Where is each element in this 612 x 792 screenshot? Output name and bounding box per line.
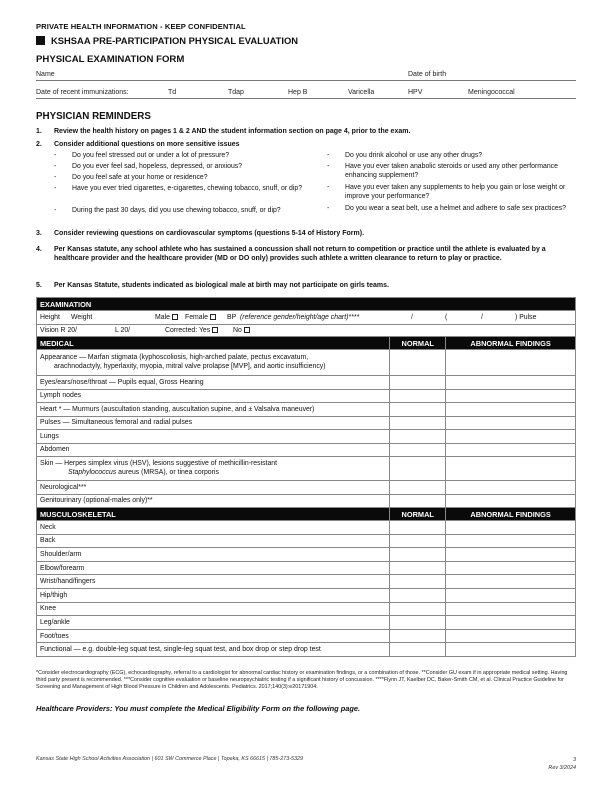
reminder-1 xyxy=(36,127,576,137)
exam-item-abdomen: Abdomen xyxy=(37,443,390,457)
table-row[interactable] xyxy=(37,350,576,376)
normal-cell[interactable] xyxy=(390,561,446,575)
vision-cell[interactable] xyxy=(37,325,576,337)
page-title: PHYSICAL EXAMINATION FORM xyxy=(36,54,185,65)
reminders-title: PHYSICIAN REMINDERS xyxy=(36,111,151,122)
page-number: 3 xyxy=(573,757,576,763)
normal-cell[interactable] xyxy=(390,534,446,548)
abnormal-cell[interactable] xyxy=(446,548,576,562)
td-label: Td xyxy=(168,89,177,96)
msk-item: Foot/toes xyxy=(37,629,390,643)
dob-label: Date of birth xyxy=(408,71,447,78)
reminder-text: Per Kansas statute, any school athlete who has sustained a concussion shall not return to competition or practice until the athlete is evaluated by a healthcare provider and the healthcare provider (MD or DO only) provides such athlete a written clearance to return to play or practice. xyxy=(54,246,546,262)
exam-item-heart: Heart * — Murmurs (auscultation standing, auscultation supine, and ± Valsalva maneuver) xyxy=(37,403,390,417)
abnormal-cell[interactable] xyxy=(446,521,576,535)
normal-cell[interactable] xyxy=(390,521,446,535)
paren-open: ( xyxy=(445,314,448,321)
abnormal-cell[interactable] xyxy=(446,575,576,589)
abnormal-cell[interactable] xyxy=(446,389,576,403)
normal-cell[interactable] xyxy=(390,643,446,657)
abnormal-cell[interactable] xyxy=(446,561,576,575)
exam-item-lymph: Lymph nodes xyxy=(37,389,390,403)
abnormal-cell[interactable] xyxy=(446,416,576,430)
table-row[interactable] xyxy=(37,629,576,643)
abnormal-cell[interactable] xyxy=(446,443,576,457)
msk-item: Leg/ankle xyxy=(37,616,390,630)
normal-cell[interactable] xyxy=(390,602,446,616)
exam-item-skin: Skin — Herpes simplex virus (HSV), lesions suggestive of methicillin-resistant Staphylococcus aureus (MRSA), or tinea corporis xyxy=(37,457,390,481)
abnormal-header: ABNORMAL FINDINGS xyxy=(446,508,576,521)
msk-item: Hip/thigh xyxy=(37,588,390,602)
male-checkbox[interactable] xyxy=(172,314,178,320)
pulse-label: ) Pulse xyxy=(515,314,537,321)
normal-cell[interactable] xyxy=(390,616,446,630)
immunizations-label: Date of recent immunizations: xyxy=(36,89,129,96)
abnormal-header: ABNORMAL FINDINGS xyxy=(446,337,576,350)
reminder-text: Review the health history on pages 1 & 2 AND the student information section on page 4, prior to the exam. xyxy=(54,128,411,135)
reminder-text: Consider additional questions on more sensitive issues xyxy=(54,141,240,148)
vision-right-label: Vision R 20/ xyxy=(40,327,78,334)
normal-cell[interactable] xyxy=(390,457,446,481)
normal-cell[interactable] xyxy=(390,416,446,430)
table-row[interactable] xyxy=(37,643,576,657)
exam-item-pulses: Pulses — Simultaneous femoral and radial pulses xyxy=(37,416,390,430)
reminder-number: 2. xyxy=(36,141,42,148)
female-checkbox[interactable] xyxy=(210,314,216,320)
providers-note: Healthcare Providers: You must complete the Medical Eligibility Form on the following page. xyxy=(36,704,361,713)
table-row[interactable] xyxy=(37,561,576,575)
medical-title: MEDICAL xyxy=(37,337,390,350)
examination-table xyxy=(36,297,576,657)
exam-item-genito: Genitourinary (optional-males only)** xyxy=(37,494,390,508)
reminder-number: 5. xyxy=(36,282,42,289)
abnormal-cell[interactable] xyxy=(446,430,576,444)
exam-item-appearance: Appearance — Marfan stigmata (kyphoscoliosis, high-arched palate, pectus excavatum, arachnodactyly, hyperlaxity, myopia, mitral valve prolapse [MVP], and aortic insufficiency) xyxy=(37,350,390,376)
bp-label: BP xyxy=(227,314,237,321)
table-row[interactable] xyxy=(37,376,576,390)
meningococcal-label: Meningococcal xyxy=(468,89,515,96)
table-row[interactable] xyxy=(37,588,576,602)
reminder-2 xyxy=(36,140,576,150)
table-row[interactable] xyxy=(37,430,576,444)
abnormal-cell[interactable] xyxy=(446,494,576,508)
bp-slash-2: / xyxy=(481,314,483,321)
abnormal-cell[interactable] xyxy=(446,534,576,548)
table-row[interactable] xyxy=(37,403,576,417)
footer-address: Kansas State High School Activities Association | 601 SW Commerce Place | Topeka, KS 66615 | 785-273-5329 xyxy=(36,756,303,762)
msk-header xyxy=(37,508,576,521)
normal-cell[interactable] xyxy=(390,389,446,403)
abnormal-cell[interactable] xyxy=(446,602,576,616)
abnormal-cell[interactable] xyxy=(446,376,576,390)
normal-cell[interactable] xyxy=(390,443,446,457)
tdap-label: Tdap xyxy=(228,89,244,96)
reminder-number: 3. xyxy=(36,230,42,237)
table-row[interactable] xyxy=(37,602,576,616)
vision-row[interactable] xyxy=(37,325,576,337)
male-option[interactable]: Male xyxy=(155,314,178,321)
exam-item-eyes: Eyes/ears/nose/throat — Pupils equal, Gross Hearing xyxy=(37,376,390,390)
abnormal-cell[interactable] xyxy=(446,481,576,495)
female-option[interactable]: Female xyxy=(185,314,216,321)
footnote: *Consider electrocardiography (ECG), echocardiography, referral to a cardiologist for abnormal cardiac history or examination findings, or a combination of those. **Consider GU exam if in appropriate medical setting. Having third party present is recommended. ***Consider cognitive evaluation or baseline neuropsychiatric testing if a significant history of concussion. ****Flynn JT, Kaelber DC, Baker-Smith CM, et al. Clinical Practice Guideline for Screening and Management of High Blood Pressure in Children and Adolescents. Pediatrics. 2017;140(3):e20171904. xyxy=(36,670,568,690)
corrected-yes-checkbox[interactable] xyxy=(212,327,218,333)
normal-cell[interactable] xyxy=(390,430,446,444)
form-title-text: KSHSAA PRE-PARTICIPATION PHYSICAL EVALUATION xyxy=(51,35,299,46)
table-row[interactable] xyxy=(37,457,576,481)
medical-header xyxy=(37,337,576,350)
table-row[interactable] xyxy=(37,616,576,630)
table-row[interactable] xyxy=(37,389,576,403)
corrected-yes-option[interactable]: Corrected: Yes xyxy=(165,327,218,334)
reminder-text: Per Kansas Statute, students indicated as biological male at birth may not participate on girls teams. xyxy=(54,282,389,289)
msk-item: Elbow/forearm xyxy=(37,561,390,575)
table-row[interactable] xyxy=(37,416,576,430)
msk-item-functional: Functional — e.g. double-leg squat test, single-leg squat test, and box drop or step drop test xyxy=(37,643,390,657)
revision: Rev 3/2024 xyxy=(548,765,576,771)
reminder-text: Consider reviewing questions on cardiovascular symptoms (questions 5-14 of History Form). xyxy=(54,230,365,237)
reminder-number: 4. xyxy=(36,246,42,253)
exam-item-lungs: Lungs xyxy=(37,430,390,444)
msk-item: Knee xyxy=(37,602,390,616)
reminder-5 xyxy=(36,281,576,291)
table-row[interactable] xyxy=(37,481,576,495)
abnormal-cell[interactable] xyxy=(446,643,576,657)
weight-label: Weight xyxy=(71,314,93,321)
vitals-cell[interactable] xyxy=(37,311,576,325)
normal-cell[interactable] xyxy=(390,588,446,602)
normal-cell[interactable] xyxy=(390,376,446,390)
msk-title: MUSCULOSKELETAL xyxy=(37,508,390,521)
hepb-label: Hep B xyxy=(288,89,308,96)
varicella-label: Varicella xyxy=(348,89,375,96)
abnormal-cell[interactable] xyxy=(446,457,576,481)
examination-header xyxy=(37,298,576,311)
abnormal-cell[interactable] xyxy=(446,350,576,376)
square-icon xyxy=(36,36,45,45)
name-dob-row[interactable] xyxy=(36,68,576,81)
bp-slash: / xyxy=(411,314,413,321)
bp-note: (reference gender/height/age chart)**** xyxy=(240,314,360,321)
msk-item: Shoulder/arm xyxy=(37,548,390,562)
corrected-no-checkbox[interactable] xyxy=(244,327,250,333)
table-row[interactable] xyxy=(37,521,576,535)
normal-header: NORMAL xyxy=(390,508,446,521)
reminder-number: 1. xyxy=(36,128,42,135)
form-page: PRIVATE HEALTH INFORMATION - KEEP CONFIDENTIAL KSHSAA PRE-PARTICIPATION PHYSICAL EVALUATION PHYSICAL EXAMINATION FORM Name Date of birth Date of recent immunizations: Td Tdap Hep B Varicella HPV Meningococcal PHYSICIAN REMINDERS 1. Review the health history on pages 1 & 2 AND the student information section on page 4, prior to the exam. 2. Consider additional questions on more sensitive issues - Do you feel stressed out or under a lot of pressure? - Do you ever feel sad, hopeless, depressed, or anxious? - Do you feel safe at your home or residence? - Have you ever tried cigarettes, e-cigarettes, chewing tobacco, snuff, or dip? - During the past 30 days, did you use chewing tobacco, snuff, or dip? - Do you drink alcohol or use any other drugs? - Have you ever taken anabolic steroids or used any other performance enhancing supplement? - Have you ever taken any supplements to help you gain or lose weight or improve your performance? - Do you wear a seat belt, use a helmet and adhere to safe sex practices? 3. Consider reviewing questions on cardiovascular symptoms (questions 5-14 of History Form). 4. Per Kansas statute, any school athlete who has sustained a concussion shall not return to competition or practice until the athlete is evaluated by a healthcare provider and the healthcare provider (MD or DO only) provides such athlete a written clearance to return to play or practice. 5. Per Kansas Statute, students indicated as biological male at birth may not participate on girls teams. EXAMINATION Height Weight Male Female BP (reference gender/height/age chart)**** / ( / ) Pulse Vision R 20/ L 20/ Corrected: Yes No MEDICAL NORMAL ABNORMAL FINDINGS Appearance — Marfan stigmata (kyphoscoliosis, high-arched palate, pectus excavatum, arachnodactyly, hyperlaxity, myopia, mitral valve prolapse [MVP], and aortic insufficiency) Eyes/ears/nose/throat — Pupils equal, Gross Hearing Lymph nodes Heart * — Murmurs (auscultation standing, auscultation supine, and ± Valsalva maneuver) Pulses — Simultaneous femoral and radial pulses Lungs Abdomen Skin — Herpes simplex virus (HSV), lesions suggestive of methicillin-resistant Staphylococcus aureus (MRSA), or tinea corporis Neurological*** Genitourinary (optional-males only)** MUSCULOSKELETAL NORMAL ABNORMAL FINDINGS Neck Back Shoulder/arm Elbow/forearm Wrist/hand/fingers Hip/thigh Knee Leg/ankle Foot/toes Functional — e.g. double-leg squat test, single-leg squat test, and box drop or step drop test *Consider electrocardiography (ECG), echocardiography, referral to a cardiologist for abnormal cardiac history or examination findings, or a combination of those. **Consider GU exam if in appropriate medical setting. Having third party present is recommended. ***Consider cognitive evaluation or baseline neuropsychiatric testing if a significant history of concussion. ****Flynn JT, Kaelber DC, Baker-Smith CM, et al. Clinical Practice Guideline for Screening and Management of High Blood Pressure in Children and Adolescents. Pediatrics. 2017;140(3):e20171904. Healthcare Providers: You must complete the Medical Eligibility Form on the following page. Kansas State High School Activities Association | 601 SW Commerce Place | Topeka, KS 66615 | 785-273-5329 3 Rev 3/2024 xyxy=(36,22,576,771)
corrected-no-option[interactable]: No xyxy=(233,327,250,334)
msk-item: Wrist/hand/fingers xyxy=(37,575,390,589)
form-title xyxy=(36,35,576,46)
normal-cell[interactable] xyxy=(390,481,446,495)
reminder-4 xyxy=(36,245,576,275)
reminder-3 xyxy=(36,229,576,239)
normal-cell[interactable] xyxy=(390,548,446,562)
table-row[interactable] xyxy=(37,443,576,457)
abnormal-cell[interactable] xyxy=(446,403,576,417)
normal-cell[interactable] xyxy=(390,629,446,643)
normal-cell[interactable] xyxy=(390,494,446,508)
normal-cell[interactable] xyxy=(390,350,446,376)
normal-header: NORMAL xyxy=(390,337,446,350)
msk-item: Back xyxy=(37,534,390,548)
height-label: Height xyxy=(40,314,60,321)
hpv-label: HPV xyxy=(408,89,423,96)
table-row[interactable] xyxy=(37,494,576,508)
msk-item: Neck xyxy=(37,521,390,535)
confidential-label: PRIVATE HEALTH INFORMATION - KEEP CONFIDENTIAL xyxy=(36,22,246,31)
exam-item-neuro: Neurological*** xyxy=(37,481,390,495)
abnormal-cell[interactable] xyxy=(446,588,576,602)
examination-title: EXAMINATION xyxy=(37,298,576,311)
table-row[interactable] xyxy=(37,534,576,548)
abnormal-cell[interactable] xyxy=(446,616,576,630)
immunizations-row[interactable] xyxy=(36,86,576,99)
footer-page xyxy=(548,756,576,772)
normal-cell[interactable] xyxy=(390,575,446,589)
vision-left-label: L 20/ xyxy=(115,327,131,334)
abnormal-cell[interactable] xyxy=(446,629,576,643)
table-row[interactable] xyxy=(37,575,576,589)
normal-cell[interactable] xyxy=(390,403,446,417)
vitals-row[interactable] xyxy=(37,311,576,325)
name-label: Name xyxy=(36,71,55,78)
table-row[interactable] xyxy=(37,548,576,562)
